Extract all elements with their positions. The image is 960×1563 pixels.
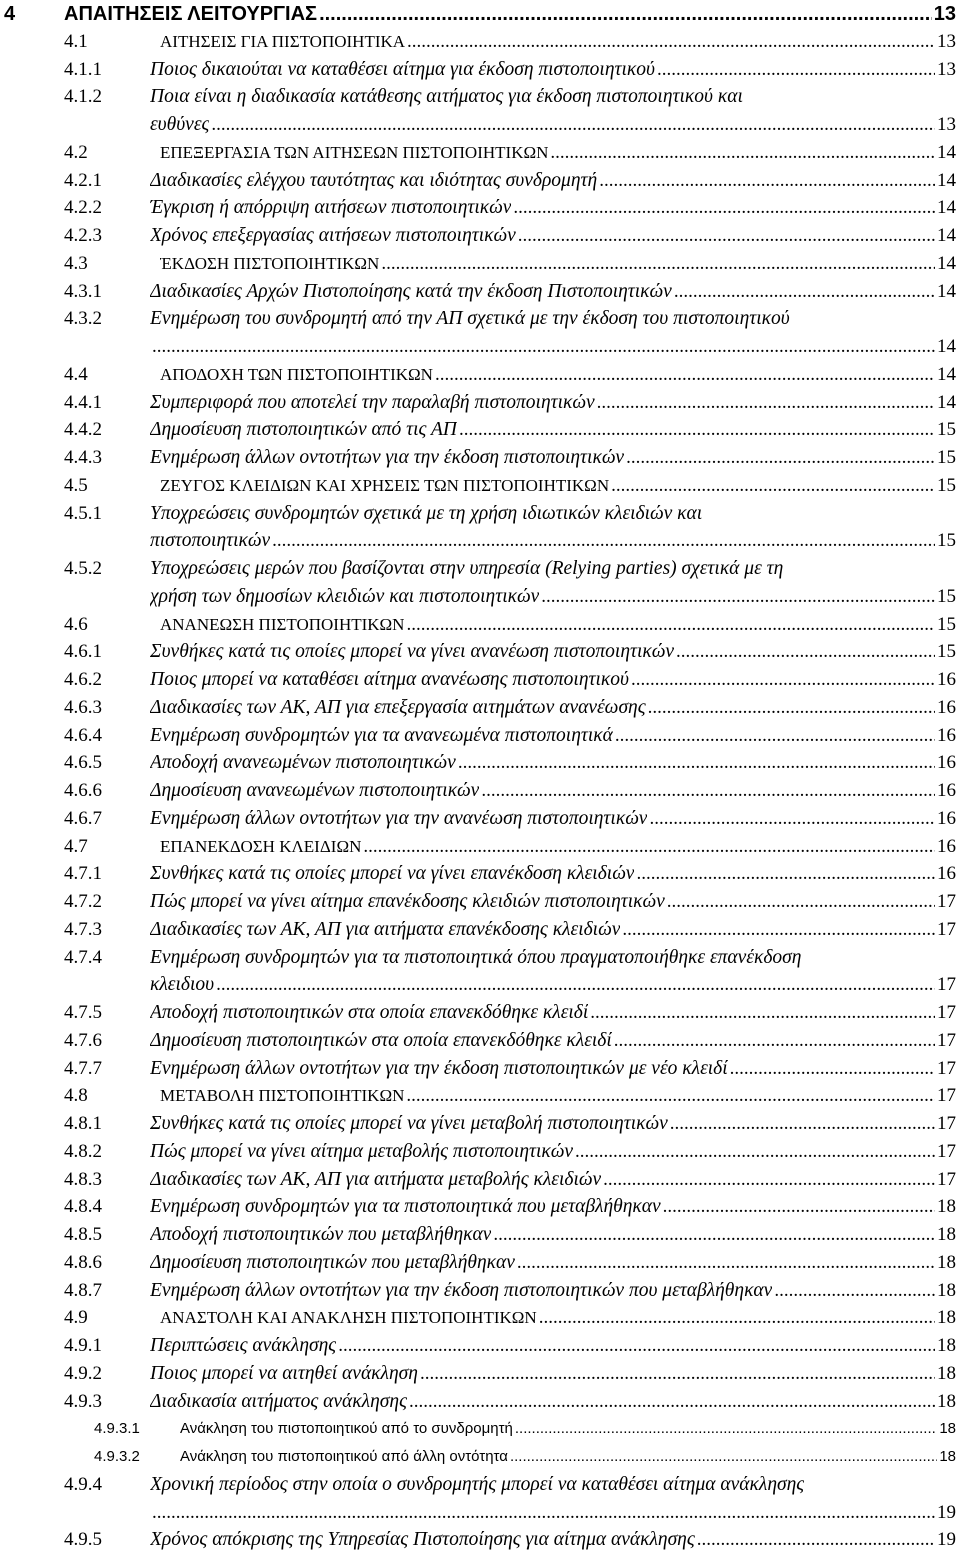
toc-entry-leader	[667, 890, 935, 914]
toc-entry	[0, 724, 960, 750]
toc-entry-number: 4.6.1	[64, 641, 102, 663]
toc-entry-number: 4.8.1	[64, 1113, 102, 1134]
toc-entry-leader	[420, 1362, 935, 1386]
toc-entry-leader	[510, 1445, 937, 1469]
toc-entry	[0, 1029, 960, 1055]
toc-entry	[0, 85, 960, 111]
toc-entry-title: Συνθήκες κατά τις οποίες μπορεί να γίνει επανέκδοση κλειδιών	[150, 863, 635, 885]
toc-entry-leader	[636, 862, 935, 886]
toc-entry	[0, 169, 960, 195]
toc-entry-number: 4.5.1	[64, 502, 102, 524]
toc-entry-page: 15	[937, 585, 956, 607]
toc-entry-title-continued: χρήση των δημοσίων κλειδιών και πιστοποιητικών	[150, 585, 540, 607]
toc-entry-number: 4.8.6	[64, 1251, 102, 1273]
toc-entry-leader	[674, 280, 935, 304]
toc-entry-page: 18	[937, 1224, 956, 1245]
toc-entry-leader	[597, 391, 935, 415]
toc-entry-page: 13	[937, 58, 956, 80]
toc-entry-title: Ποιος μπορεί να καταθέσει αίτημα ανανέωσης πιστοποιητικού	[150, 669, 629, 690]
toc-entry-leader	[518, 224, 935, 248]
toc-entry-title: Πώς μπορεί να γίνει αίτημα επανέκδοσης κλειδιών πιστοποιητικών	[150, 891, 665, 912]
toc-entry-page: 17	[937, 1002, 956, 1023]
toc-entry	[0, 1334, 960, 1360]
toc-entry-number: 4.6	[64, 613, 88, 635]
toc-entry-leader	[575, 1140, 935, 1164]
toc-entry-page: 18	[937, 1390, 956, 1412]
toc-entry	[0, 557, 960, 583]
toc-entry	[0, 946, 960, 972]
toc-entry-page: 14	[937, 336, 956, 357]
toc-entry	[0, 807, 960, 833]
toc-entry-title: Ενημέρωση άλλων οντοτήτων για την ανανέωση πιστοποιητικών	[150, 807, 648, 829]
toc-entry-number: 4.7	[64, 835, 88, 857]
toc-entry	[0, 58, 960, 84]
toc-entry-leader	[615, 724, 935, 748]
toc-entry-title: Ποια είναι η διαδικασία κατάθεσης αιτήματος για έκδοση πιστοποιητικού και	[150, 86, 743, 108]
toc-entry-number: 4.7.4	[64, 946, 102, 968]
toc-entry-leader	[541, 585, 935, 609]
toc-entry-page: 14	[937, 252, 956, 274]
toc-entry-page: 18	[937, 1335, 956, 1356]
toc-entry-title: Ενημέρωση άλλων οντοτήτων για την έκδοση πιστοποιητικών που μεταβλήθηκαν	[150, 1279, 773, 1301]
toc-entry-page: 18	[939, 1448, 956, 1465]
toc-entry	[0, 918, 960, 944]
toc-entry-title: Δημοσίευση πιστοποιητικών από τις ΑΠ	[150, 419, 457, 441]
toc-entry-number: 4.6.5	[64, 752, 102, 774]
toc-entry-leader	[493, 1223, 935, 1247]
toc-entry-leader	[539, 1306, 935, 1330]
toc-entry-title: Πώς μπορεί να γίνει αίτημα μεταβολής πιστοποιητικών	[150, 1140, 574, 1162]
toc-entry-page: 19	[937, 1501, 956, 1523]
toc-entry	[0, 862, 960, 888]
toc-entry-title: Ενημέρωση άλλων οντοτήτων για την έκδοση πιστοποιητικών	[150, 447, 625, 468]
toc-entry-number: 4.8.5	[64, 1224, 102, 1245]
toc-entry-page: 13	[937, 114, 956, 135]
toc-entry-leader	[406, 1084, 935, 1108]
toc-entry-leader	[599, 169, 935, 193]
toc-entry-title: ΑΙΤΗΣΕΙΣ ΓΙΑ ΠΙΣΤΟΠΟΙΗΤΙΚΑ	[160, 31, 406, 51]
toc-entry-title: Διαδικασίες των ΑΚ, ΑΠ για αιτήματα επανέκδοσης κλειδιών	[150, 918, 621, 940]
toc-entry	[0, 1473, 960, 1499]
toc-entry	[0, 1001, 960, 1027]
toc-entry-number: 4.9.3.2	[94, 1448, 140, 1465]
toc-entry	[0, 1528, 960, 1554]
toc-entry-number: 4.3.1	[64, 280, 102, 302]
toc-entry-page: 16	[937, 780, 956, 801]
toc-entry-number: 4.1.2	[64, 86, 102, 108]
toc-entry-title-continued: κλειδιου	[150, 974, 215, 996]
toc-entry-leader	[458, 751, 935, 775]
toc-entry-leader	[272, 529, 935, 553]
toc-entry-continuation	[0, 335, 960, 361]
toc-entry-leader	[152, 1501, 935, 1525]
toc-entry-title: Αποδοχή πιστοποιητικών που μεταβλήθηκαν	[150, 1224, 492, 1245]
toc-entry-title: ΕΠΑΝΕΚΔΟΣΗ ΚΛΕΙΔΙΩΝ	[160, 836, 362, 856]
toc-entry-page: 14	[937, 141, 956, 163]
toc-entry-title: Υποχρεώσεις μερών που βασίζονται στην υπηρεσία (Relying parties) σχετικά με τη	[150, 558, 784, 579]
toc-entry-title: ΖΕΥΓΟΣ ΚΛΕΙΔΙΩΝ ΚΑΙ ΧΡΗΣΕΙΣ ΤΩΝ ΠΙΣΤΟΠΟΙΗΤΙΚΩΝ	[160, 475, 610, 495]
toc-entry-title: Ποιος μπορεί να αιτηθεί ανάκληση	[150, 1362, 418, 1384]
toc-entry-leader	[774, 1279, 935, 1303]
toc-entry-leader	[670, 1112, 935, 1136]
toc-entry	[0, 252, 960, 278]
toc-entry-page: 18	[939, 1420, 956, 1438]
toc-entry	[0, 1223, 960, 1249]
toc-entry-page: 17	[937, 918, 956, 940]
toc-entry	[0, 1279, 960, 1305]
toc-entry-leader	[614, 1029, 935, 1053]
toc-entry-page: 15	[937, 613, 956, 635]
toc-entry-page: 14	[937, 197, 956, 219]
toc-entry-leader	[152, 335, 935, 359]
toc-entry-title: Δημοσίευση πιστοποιητικών που μεταβλήθηκαν	[150, 1251, 515, 1273]
toc-entry-leader	[319, 2, 932, 26]
toc-entry-leader	[590, 1001, 935, 1025]
toc-entry-page: 17	[937, 1057, 956, 1079]
toc-entry-number: 4.5	[64, 474, 88, 496]
toc-entry-number: 4.2.3	[64, 225, 102, 246]
toc-entry-leader	[622, 918, 935, 942]
toc-entry-page: 15	[937, 419, 956, 441]
toc-entry-leader	[481, 779, 935, 803]
toc-entry-leader	[550, 141, 935, 165]
toc-entry	[0, 502, 960, 528]
toc-entry	[0, 668, 960, 694]
toc-entry-leader	[663, 1195, 935, 1219]
toc-entry-page: 18	[937, 1307, 956, 1329]
toc-entry	[0, 418, 960, 444]
toc-entry-number: 4.8	[64, 1085, 88, 1107]
toc-entry-number: 4.6.2	[64, 669, 102, 690]
toc-entry-page: 17	[937, 891, 956, 912]
toc-entry-title: Συνθήκες κατά τις οποίες μπορεί να γίνει ανανέωση πιστοποιητικών	[150, 641, 675, 663]
toc-entry-page: 18	[937, 1196, 956, 1218]
toc-entry-number: 4.3	[64, 252, 88, 274]
toc-entry	[0, 30, 960, 56]
toc-entry-title: Ενημέρωση συνδρομητών για τα πιστοποιητικά όπου πραγματοποιήθηκε επανέκδοση	[150, 946, 802, 968]
toc-entry-title: ΑΠΑΙΤΗΣΕΙΣ ΛΕΙΤΟΥΡΓΙΑΣ	[64, 3, 318, 25]
toc-entry	[0, 141, 960, 167]
toc-entry	[0, 613, 960, 639]
toc-entry	[0, 1390, 960, 1416]
toc-entry-continuation	[0, 973, 960, 999]
toc-entry-leader	[459, 418, 935, 442]
toc-entry-title: Ενημέρωση άλλων οντοτήτων για την έκδοση πιστοποιητικών με νέο κλειδί	[150, 1057, 728, 1079]
toc-entry-leader	[730, 1057, 935, 1081]
toc-entry-number: 4.4.2	[64, 419, 102, 441]
toc-entry-title: Χρόνος απόκρισης της Υπηρεσίας Πιστοποίησης για αίτημα ανάκλησης	[150, 1529, 695, 1551]
toc-entry	[0, 391, 960, 417]
toc-entry-leader	[626, 446, 935, 470]
toc-entry-page: 17	[937, 1029, 956, 1051]
toc-entry	[0, 1195, 960, 1221]
toc-entry-leader	[211, 113, 935, 137]
toc-entry	[0, 890, 960, 916]
toc-entry-number: 4.7.7	[64, 1057, 102, 1079]
toc-entry-title: Ενημέρωση συνδρομητών για τα πιστοποιητικά που μεταβλήθηκαν	[150, 1196, 661, 1218]
toc-entry-continuation	[0, 585, 960, 611]
toc-entry	[0, 1417, 960, 1443]
toc-entry-page: 17	[937, 1113, 956, 1134]
toc-entry-page: 17	[937, 1085, 956, 1107]
toc-entry-page: 14	[937, 225, 956, 246]
toc-entry-number: 4.7.2	[64, 891, 102, 912]
toc-entry-number: 4.6.4	[64, 724, 102, 746]
toc-entry	[0, 1140, 960, 1166]
toc-entry-number: 4.7.5	[64, 1002, 102, 1023]
toc-entry	[0, 196, 960, 222]
toc-entry-number: 4.8.2	[64, 1140, 102, 1162]
toc-entry-number: 4.1	[64, 30, 88, 52]
toc-entry-number: 4.8.3	[64, 1168, 102, 1190]
toc-entry-number: 4.9.2	[64, 1362, 102, 1384]
toc-entry	[0, 1251, 960, 1277]
toc-entry-leader	[363, 835, 935, 859]
toc-entry-number: 4.4.1	[64, 391, 102, 413]
toc-entry-leader	[515, 1417, 937, 1441]
toc-entry-title: Έγκριση ή απόρριψη αιτήσεων πιστοποιητικών	[150, 197, 512, 219]
toc-entry-number: 4.8.7	[64, 1279, 102, 1301]
toc-entry-title-continued: πιστοποιητικών	[150, 530, 271, 552]
toc-entry-title: Αποδοχή πιστοποιητικών στα οποία επανεκδόθηκε κλειδί	[150, 1002, 589, 1023]
toc-entry-number: 4.6.3	[64, 696, 102, 718]
toc-entry-number: 4.2.1	[64, 169, 102, 191]
toc-entry-page: 16	[937, 807, 956, 829]
toc-entry-title: ΑΝΑΣΤΟΛΗ ΚΑΙ ΑΝΑΚΛΗΣΗ ΠΙΣΤΟΠΟΙΗΤΙΚΩΝ	[160, 1308, 537, 1328]
toc-entry-page: 18	[937, 1279, 956, 1301]
toc-entry-leader	[381, 252, 935, 276]
toc-entry	[0, 696, 960, 722]
toc-entry-number: 4.6.6	[64, 780, 102, 801]
toc-entry-continuation	[0, 1501, 960, 1527]
toc-entry	[0, 1084, 960, 1110]
toc-entry	[0, 1057, 960, 1083]
toc-entry-leader	[611, 474, 935, 498]
toc-entry	[0, 835, 960, 861]
toc-entry-number: 4	[4, 3, 16, 25]
toc-entry-page: 16	[937, 835, 956, 857]
toc-entry-title: Διαδικασίες Αρχών Πιστοποίησης κατά την έκδοση Πιστοποιητικών	[150, 280, 672, 302]
toc-entry	[0, 474, 960, 500]
toc-entry-title-continued: ευθύνες	[150, 114, 210, 135]
toc-entry-page: 17	[937, 1168, 956, 1190]
toc-entry-number: 4.6.7	[64, 807, 102, 829]
toc-entry-page: 17	[937, 1140, 956, 1162]
toc-entry-number: 4.3.2	[64, 308, 102, 330]
toc-entry	[0, 224, 960, 250]
toc-entry-number: 4.4	[64, 363, 88, 385]
toc-entry-leader	[517, 1251, 935, 1275]
toc-entry-title: ΑΠΟΔΟΧΗ ΤΩΝ ΠΙΣΤΟΠΟΙΗΤΙΚΩΝ	[160, 364, 433, 384]
toc-entry-page: 16	[937, 724, 956, 746]
toc-entry-page: 13	[933, 3, 956, 25]
toc-entry-title: Χρόνος επεξεργασίας αιτήσεων πιστοποιητικών	[150, 225, 516, 246]
toc-entry-number: 4.5.2	[64, 558, 102, 579]
toc-entry-leader	[513, 196, 935, 220]
toc-entry-number: 4.9	[64, 1307, 88, 1329]
toc-entry-number: 4.9.3	[64, 1390, 102, 1412]
toc-entry-page: 13	[937, 30, 956, 52]
toc-entry-leader	[406, 613, 935, 637]
toc-entry-page: 16	[937, 696, 956, 718]
toc-entry-page: 16	[937, 669, 956, 690]
toc-entry-leader	[648, 696, 935, 720]
toc-entry-title: Συνθήκες κατά τις οποίες μπορεί να γίνει μεταβολή πιστοποιητικών	[150, 1113, 668, 1134]
toc-entry-page: 16	[937, 752, 956, 774]
toc-entry-title: Ανάκληση του πιστοποιητικού από το συνδρομητή	[180, 1420, 513, 1438]
toc-entry-page: 14	[937, 169, 956, 191]
toc-entry-page: 15	[937, 474, 956, 496]
toc-entry-number: 4.9.4	[64, 1473, 102, 1495]
toc-entry-page: 14	[937, 363, 956, 385]
toc-entry-number: 4.8.4	[64, 1196, 102, 1218]
toc-entry-title: Διαδικασίες των ΑΚ, ΑΠ για αιτήματα μεταβολής κλειδιών	[150, 1168, 602, 1190]
toc-entry-title: Συμπεριφορά που αποτελεί την παραλαβή πιστοποιητικών	[150, 391, 595, 413]
toc-entry-title: Περιπτώσεις ανάκλησης	[150, 1335, 337, 1356]
toc-entry-leader	[649, 807, 935, 831]
toc-entry-leader	[409, 1390, 935, 1414]
toc-entry-title: Διαδικασία αιτήματος ανάκλησης	[150, 1390, 407, 1412]
toc-entry-number: 4.1.1	[64, 58, 102, 80]
toc-entry-leader	[338, 1334, 935, 1358]
toc-entry-page: 16	[937, 863, 956, 885]
toc-entry	[0, 307, 960, 333]
toc-entry-title: Διαδικασίες ελέγχου ταυτότητας και ιδιότητας συνδρομητή	[150, 169, 598, 191]
toc-entry	[0, 751, 960, 777]
toc-entry-title: ΕΠΕΞΕΡΓΑΣΙΑ ΤΩΝ ΑΙΤΗΣΕΩΝ ΠΙΣΤΟΠΟΙΗΤΙΚΩΝ	[160, 142, 549, 162]
toc-entry	[0, 280, 960, 306]
toc-entry-number: 4.7.6	[64, 1029, 102, 1051]
toc-entry-number: 4.4.3	[64, 447, 102, 468]
toc-entry-leader	[676, 640, 935, 664]
toc-entry-page: 18	[937, 1362, 956, 1384]
toc-entry-page: 14	[937, 391, 956, 413]
toc-entry-number: 4.2.2	[64, 197, 102, 219]
toc-entry-title: Δημοσίευση ανανεωμένων πιστοποιητικών	[150, 780, 480, 801]
toc-entry-title: ΑΝΑΝΕΩΣΗ ΠΙΣΤΟΠΟΙΗΤΙΚΩΝ	[160, 614, 405, 634]
toc-entry	[0, 1362, 960, 1388]
toc-entry	[0, 446, 960, 472]
toc-entry-number: 4.7.1	[64, 863, 102, 885]
toc-entry	[0, 2, 960, 28]
toc-entry-page: 15	[937, 530, 956, 552]
toc-entry-title: Αποδοχή ανανεωμένων πιστοποιητικών	[150, 752, 456, 774]
toc-entry-leader	[657, 58, 935, 82]
toc-entry-leader	[603, 1168, 935, 1192]
toc-entry-number: 4.7.3	[64, 918, 102, 940]
toc-entry-title: ΈΚΔΟΣΗ ΠΙΣΤΟΠΟΙΗΤΙΚΩΝ	[160, 253, 380, 273]
toc-entry-number: 4.2	[64, 141, 88, 163]
toc-entry-title: Ενημέρωση συνδρομητών για τα ανανεωμένα πιστοποιητικά	[150, 724, 613, 746]
toc-entry	[0, 1112, 960, 1138]
toc-entry-title: Ανάκληση του πιστοποιητικού από άλλη οντότητα	[180, 1448, 508, 1465]
toc-entry	[0, 1306, 960, 1332]
toc-entry-page: 14	[937, 280, 956, 302]
toc-entry-page: 15	[937, 641, 956, 663]
toc-entry-page: 18	[937, 1251, 956, 1273]
toc-entry-title: Δημοσίευση πιστοποιητικών στα οποία επανεκδόθηκε κλειδί	[150, 1029, 612, 1051]
toc-entry-title: Διαδικασίες των ΑΚ, ΑΠ για επεξεργασία αιτημάτων ανανέωσης	[150, 696, 646, 718]
toc-entry-leader	[407, 30, 935, 54]
toc-entry-leader	[216, 973, 935, 997]
toc-entry-leader	[697, 1528, 935, 1552]
toc-entry-continuation	[0, 529, 960, 555]
toc-entry-number: 4.9.5	[64, 1529, 102, 1551]
toc-entry-leader	[631, 668, 935, 692]
toc-entry-page: 17	[937, 974, 956, 996]
toc-entry	[0, 363, 960, 389]
toc-entry	[0, 1445, 960, 1471]
toc-entry-number: 4.9.1	[64, 1335, 102, 1356]
toc-entry-title: ΜΕΤΑΒΟΛΗ ΠΙΣΤΟΠΟΙΗΤΙΚΩΝ	[160, 1086, 405, 1106]
toc-entry	[0, 779, 960, 805]
toc-entry-title: Ποιος δικαιούται να καταθέσει αίτημα για έκδοση πιστοποιητικού	[150, 58, 655, 80]
toc-entry-continuation	[0, 113, 960, 139]
toc-entry-title: Υποχρεώσεις συνδρομητών σχετικά με τη χρήση ιδιωτικών κλειδιών και	[150, 502, 703, 524]
toc-entry-page: 15	[937, 447, 956, 468]
toc-entry-number: 4.9.3.1	[94, 1420, 140, 1438]
toc-entry	[0, 640, 960, 666]
toc-entry-title: Ενημέρωση του συνδρομητή από την ΑΠ σχετικά με την έκδοση του πιστοποιητικού	[150, 308, 790, 330]
toc-entry-title: Χρονική περίοδος στην οποία ο συνδρομητής μπορεί να καταθέσει αίτημα ανάκλησης	[150, 1473, 805, 1495]
toc-entry	[0, 1168, 960, 1194]
toc-entry-leader	[435, 363, 935, 387]
toc-entry-page: 19	[937, 1529, 956, 1551]
